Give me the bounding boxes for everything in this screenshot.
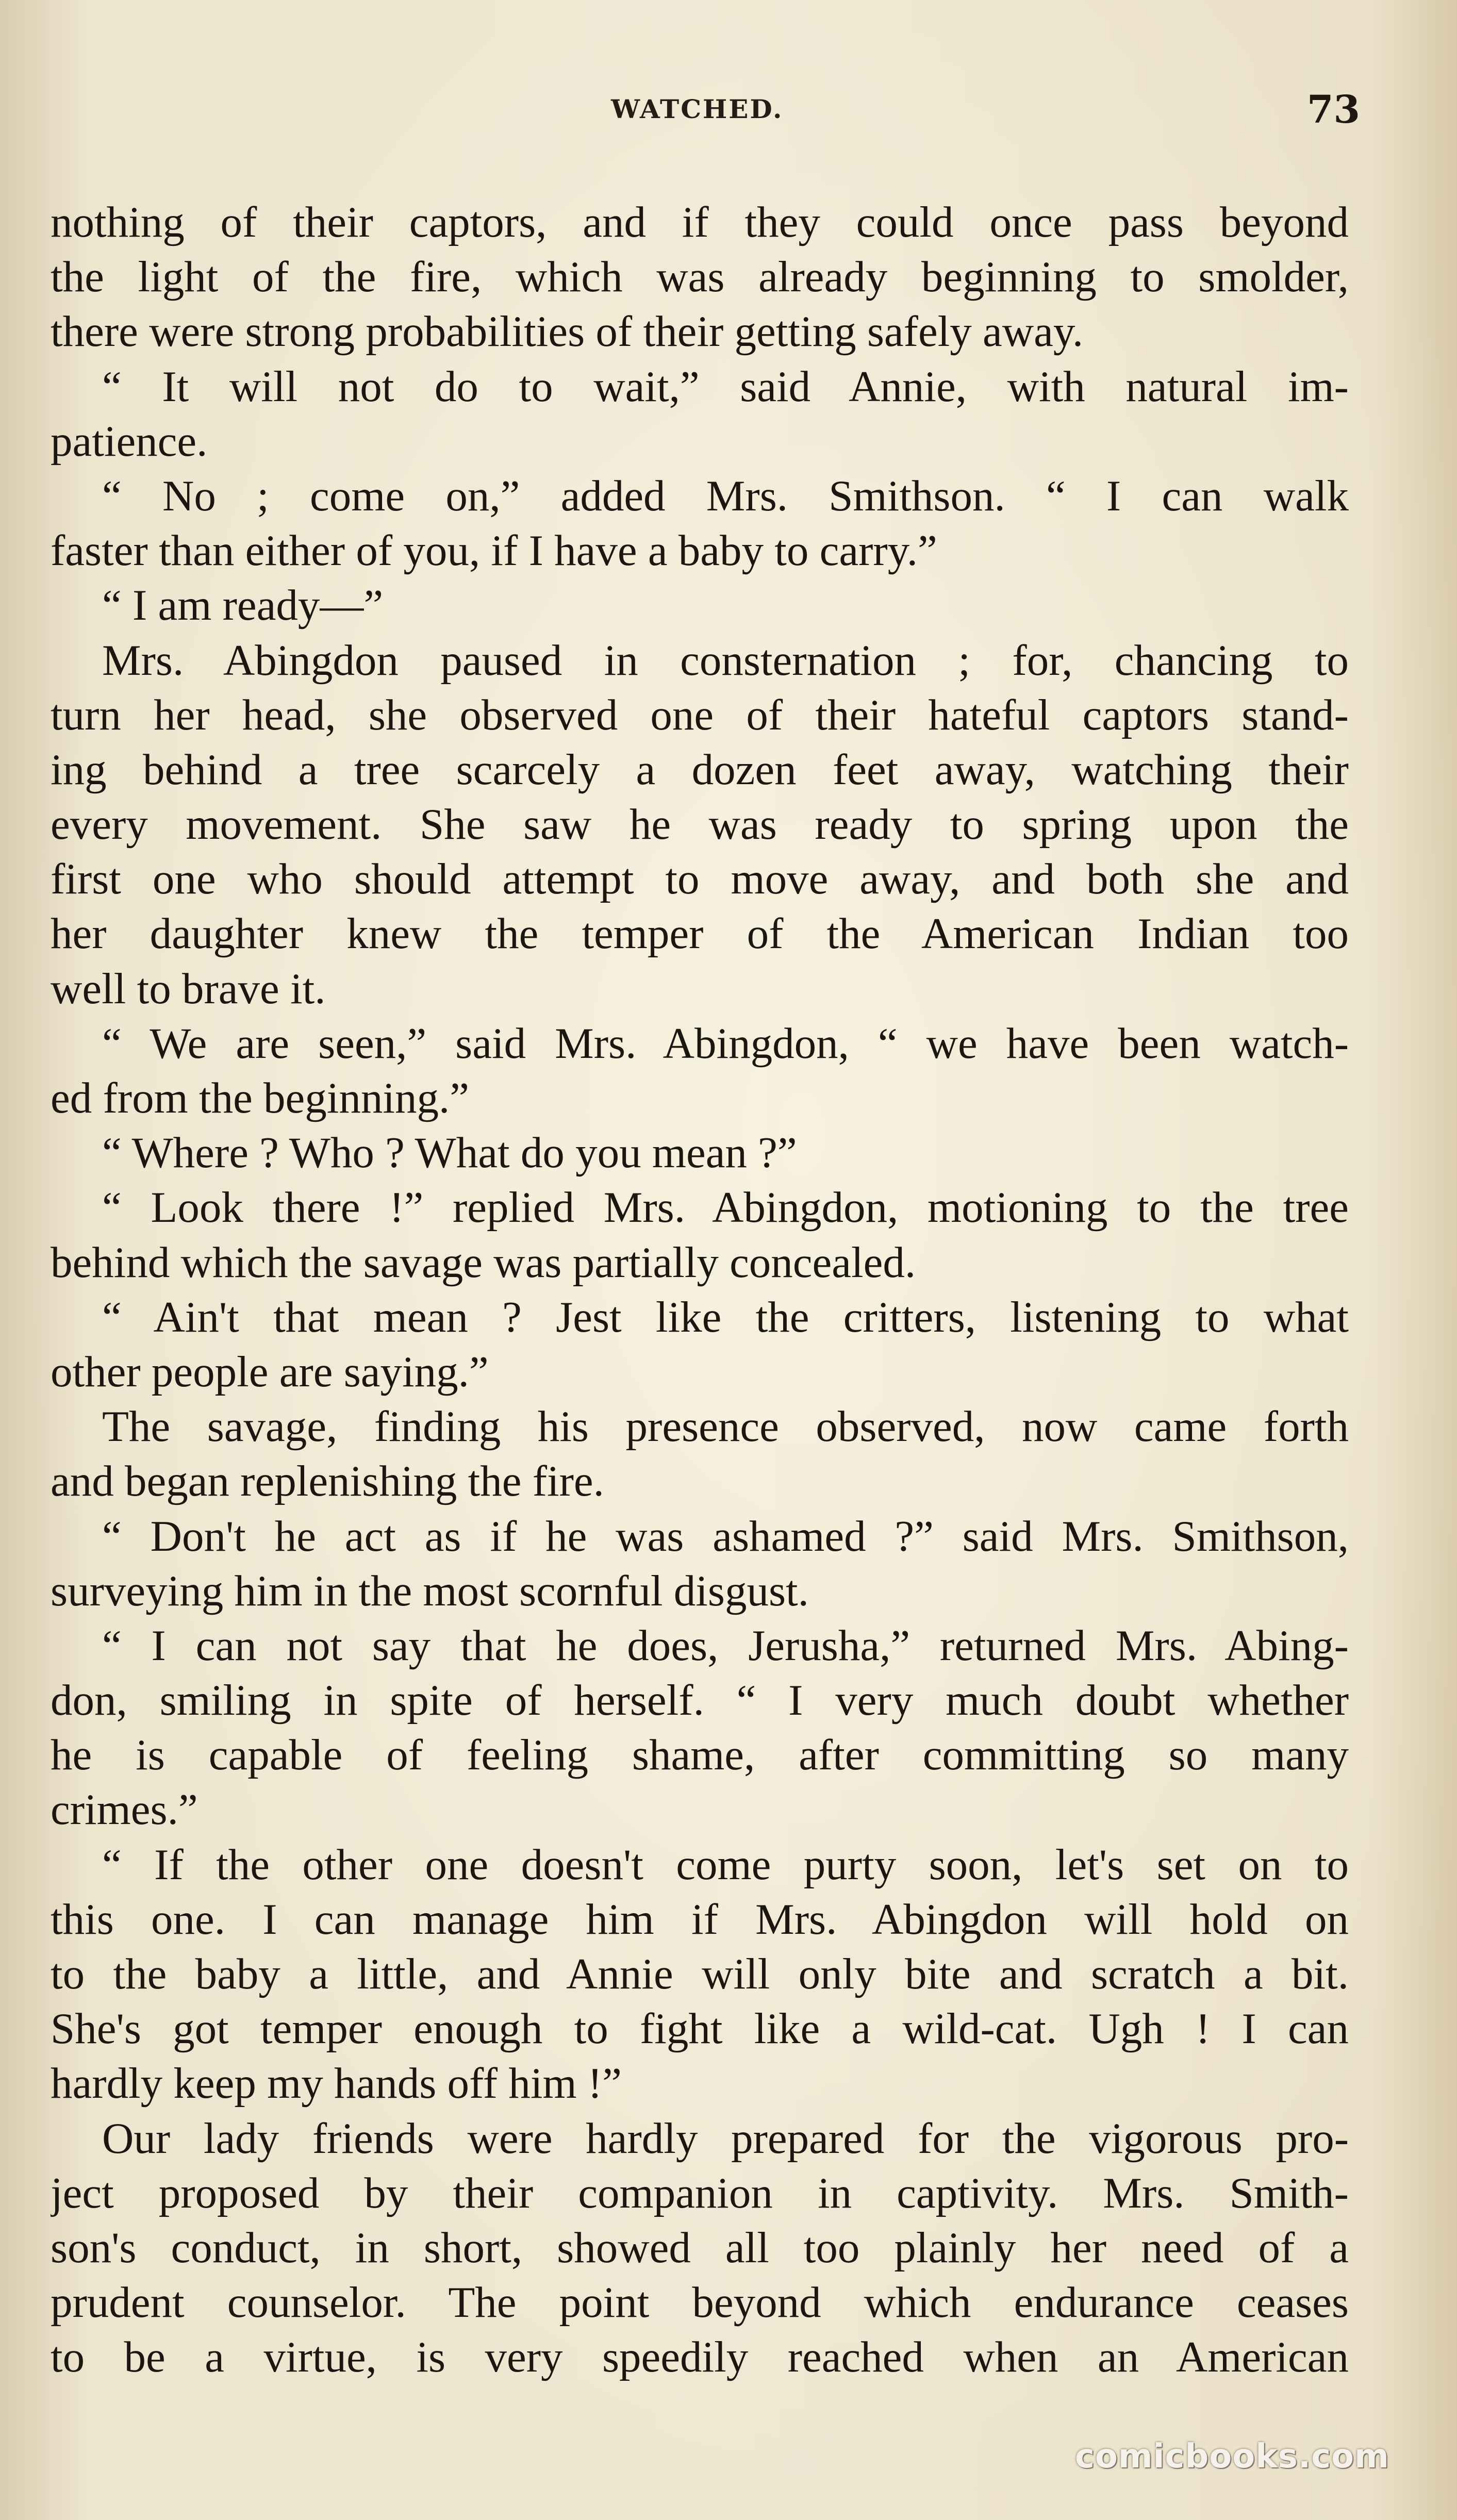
text-line: ed from the beginning.” (51, 1074, 469, 1122)
text-line: “ Look there !” replied Mrs. Abingdon, motioning to the tree (102, 1183, 1349, 1232)
text-line: the light of the fire, which was already beginning to smolder, (51, 253, 1349, 302)
text-line: prudent counselor. The point beyond which endurance ceases (51, 2278, 1349, 2327)
text-line: The savage, finding his presence observed, now came forth (102, 1402, 1349, 1451)
text-line: to be a virtue, is very speedily reached when an American (51, 2333, 1349, 2382)
text-line: surveying him in the most scornful disgust. (51, 1566, 809, 1615)
text-line: her daughter knew the temper of the American Indian too (51, 909, 1349, 958)
text-line: She's got temper enough to fight like a wild-cat. Ugh ! I can (51, 2004, 1349, 2053)
text-line: nothing of their captors, and if they could once pass beyond (51, 198, 1349, 246)
text-line: “ Ain't that mean ? Jest like the critters, listening to what (102, 1292, 1349, 1341)
text-line: well to brave it. (51, 964, 326, 1013)
text-line: Mrs. Abingdon paused in consternation ; for, chancing to (102, 636, 1349, 685)
text-line: every movement. She saw he was ready to spring upon the (51, 800, 1349, 849)
text-line: son's conduct, in short, showed all too plainly her need of a (51, 2223, 1349, 2272)
text-line: “ Don't he act as if he was ashamed ?” said Mrs. Smithson, (102, 1512, 1349, 1561)
text-line: and began replenishing the fire. (51, 1457, 604, 1506)
text-line: “ No ; come on,” added Mrs. Smithson. “ I can walk (102, 471, 1349, 520)
text-line: “ If the other one doesn't come purty soon, let's set on to (102, 1840, 1349, 1889)
running-head (0, 88, 1457, 150)
text-line: Our lady friends were hardly prepared for the vigorous pro- (102, 2114, 1349, 2163)
text-line: “ I can not say that he does, Jerusha,” returned Mrs. Abing- (102, 1621, 1349, 1670)
text-line: there were strong probabilities of their getting safely away. (51, 307, 1084, 356)
text-line: patience. (51, 417, 208, 466)
text-line: he is capable of feeling shame, after committing so many (51, 1731, 1349, 1780)
page-number: 73 (1307, 88, 1360, 132)
text-line: turn her head, she observed one of their hateful captors stand- (51, 690, 1349, 739)
text-line: behind which the savage was partially concealed. (51, 1238, 916, 1287)
body-text (51, 195, 1349, 2385)
text-line: “ Where ? Who ? What do you mean ?” (102, 1129, 797, 1178)
chapter-title: WATCHED. (611, 94, 784, 124)
watermark-logo: comicbooks.com (1075, 2438, 1389, 2476)
text-line: crimes.” (51, 1785, 198, 1834)
text-line: ing behind a tree scarcely a dozen feet away, watching their (51, 745, 1349, 794)
text-line: “ I am ready—” (102, 581, 384, 630)
text-line: other people are saying.” (51, 1347, 489, 1396)
text-line: first one who should attempt to move away, and both she and (51, 855, 1349, 904)
text-line: “ It will not do to wait,” said Annie, with natural im- (102, 362, 1349, 411)
text-line: ject proposed by their companion in captivity. Mrs. Smith- (51, 2168, 1349, 2217)
text-line: hardly keep my hands off him !” (51, 2059, 622, 2108)
text-line: don, smiling in spite of herself. “ I very much doubt whether (51, 1676, 1349, 1725)
text-line: this one. I can manage him if Mrs. Abingdon will hold on (51, 1895, 1349, 1944)
text-line: faster than either of you, if I have a baby to carry.” (51, 526, 937, 575)
text-line: to the baby a little, and Annie will only bite and scratch a bit. (51, 1950, 1349, 1998)
text-line: “ We are seen,” said Mrs. Abingdon, “ we have been watch- (102, 1019, 1349, 1068)
